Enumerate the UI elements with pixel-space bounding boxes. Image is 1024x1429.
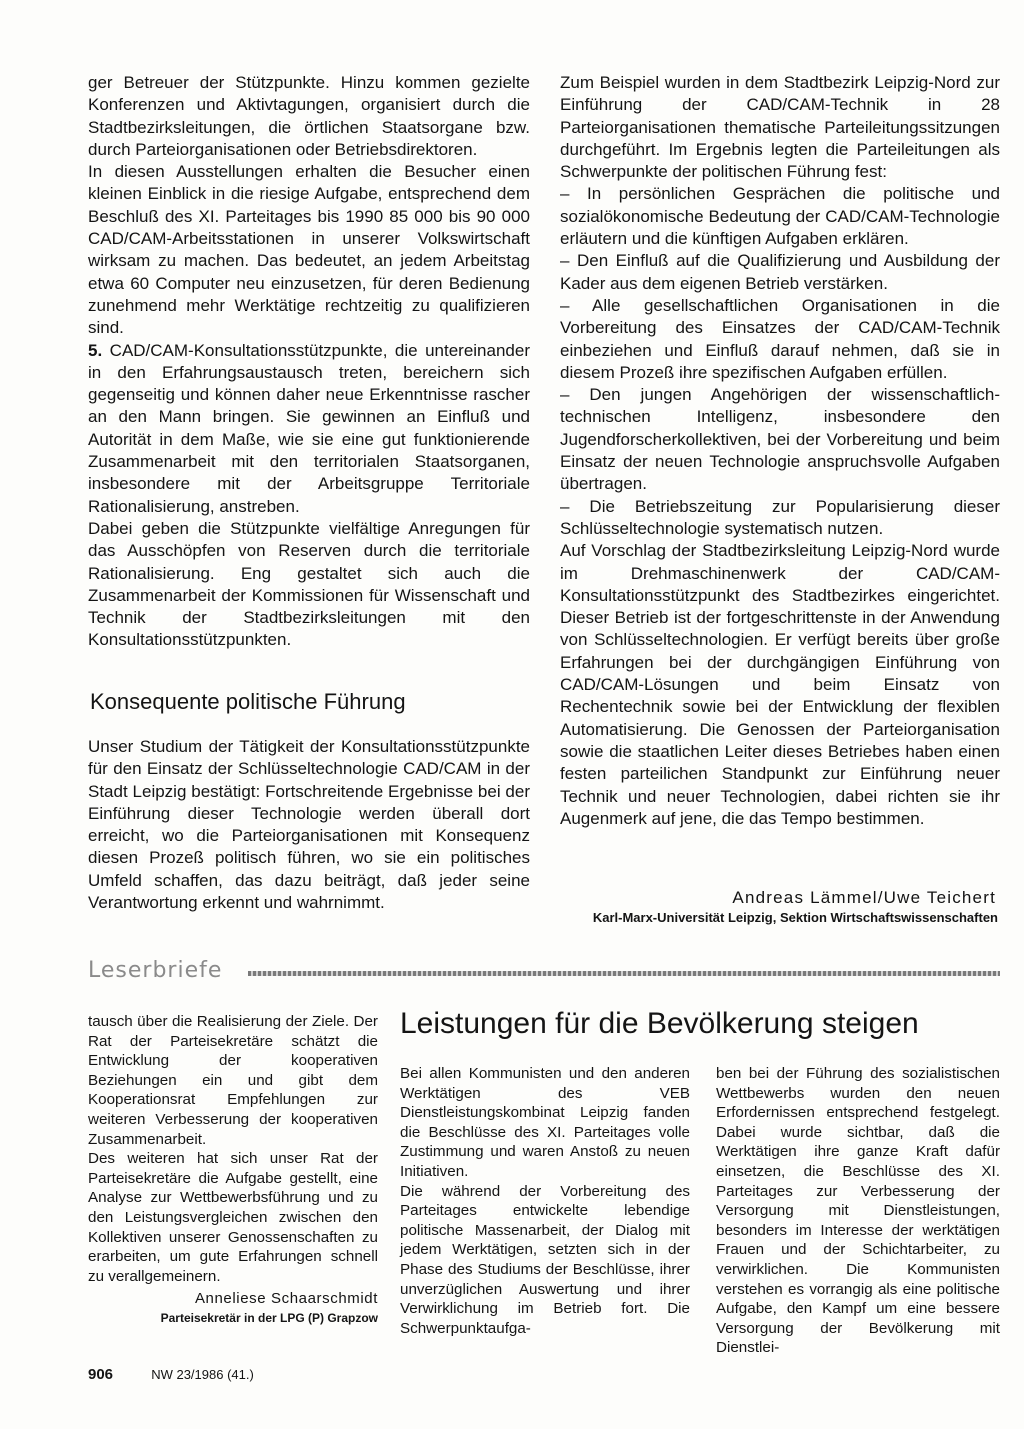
paragraph: tausch über die Realisierung der Ziele. Der Rat der Parteisekretäre schätzt die Entwicklung der kooperativen Beziehungen ein und gibt dem Kooperationsrat Empfehlungen zur weiteren Verbesserung der kooperativen Zusammenarbeit.: [88, 1013, 378, 1148]
list-item: – Den jungen Angehörigen der wissenschaftlich-technischen Intelligenz, insbesondere den Jugendforscherkollektiven, bei der Vorbereitung und beim Einsatz der neuen Technologie anspruchsvolle Aufgaben übertragen.: [560, 385, 1000, 494]
right-column: [560, 72, 1000, 830]
reader-letter: [88, 1012, 378, 1286]
point-text: CAD/CAM-Konsultationsstützpunkte, die untereinander in den Erfahrungsaustausch treten, bereichern sich gegenseitig und können daher neue Erkenntnisse rascher an den Mann bringen. Sie gewinnen an Einfluß und Autorität in dem Maße, wie sie eine gut funktionierende Zusammenarbeit mit den territorialen Staatsorganen, insbesondere mit der Arbeitsgruppe Territoriale Rationalisierung, anstreben.: [88, 340, 530, 516]
list-item: – Den Einfluß auf die Qualifizierung und Ausbildung der Kader aus dem eigenen Betrieb verstärken.: [560, 251, 1000, 293]
section-heading: Konsequente politische Führung: [90, 689, 406, 714]
paragraph: Dabei geben die Stützpunkte vielfältige Anregungen für das Ausschöpfen von Reserven durch die territoriale Rationalisierung. Eng gestaltet sich auch die Zusammenarbeit der Kommissionen für Wissenschaft und Technik der Stadtbezirksleitungen mit den Konsultationsstützpunkten.: [88, 518, 530, 650]
paragraph: Die während der Vorbereitung des Parteitages entwickelte lebendige politische Massenarbeit, der Dialog mit jedem Werktätigen, setzten sich in der Phase des Studiums der Beschlüsse, ihrer unverzüglichen Auswertung und ihrer Verwirklichung im Betrieb fort. Die Schwerpunktaufga-: [400, 1182, 690, 1337]
rubric-label: Leserbriefe: [88, 958, 223, 983]
point-number: 5.: [88, 340, 103, 360]
section-body: [88, 736, 530, 914]
letter-affiliation: Parteisekretär in der LPG (P) Grapzow: [160, 1311, 378, 1325]
author-affiliation: Karl-Marx-Universität Leipzig, Sektion Wirtschaftswissenschaften: [592, 910, 998, 925]
paragraph: ben bei der Führung des sozialistischen Wettbewerbs wurden den neuen Erfordernissen entsprechend festgelegt. Dabei wurde sichtbar, daß die Werktätigen ihre ganze Kraft dafür einsetzen, die Beschlüsse des XI. Parteitages zur Verbesserung der Versorgung mit Dienstleistungen, besonders im Interesse der werktätigen Frauen und der Schichtarbeiter, zu verwirklichen. Die Kommunisten verstehen es vorrangig als eine politische Aufgabe, den Kampf um eine bessere Versorgung der Bevölkerung mit Dienstlei-: [716, 1065, 1000, 1357]
paragraph: In diesen Ausstellungen erhalten die Besucher einen kleinen Einblick in die riesige Aufgabe, entsprechend dem Beschluß des XI. Parteitages bis 1990 85 000 bis 90 000 CAD/CAM-Arbeitsstationen in unserer Volkswirtschaft wirksam zu machen. Das bedeutet, an jedem Arbeitstag etwa 60 Computer neu einzusetzen, für deren Bedienung zunehmend mehr Werktätige rechtzeitig zu qualifizieren sind.: [88, 162, 530, 338]
article-column-1: [400, 1064, 690, 1338]
list-item: – In persönlichen Gesprächen die politische und sozialökonomische Bedeutung der CAD/CAM-Technologie erläutern und die künftigen Aufgaben erklären.: [560, 184, 1000, 249]
list-item: – Alle gesellschaftlichen Organisationen in die Vorbereitung des Einsatzes der CAD/CAM-Technik einbeziehen und Einfluß darauf nehmen, daß sie in diesem Prozeß ihre spezifischen Aufgaben erfüllen.: [560, 295, 1000, 382]
paragraph: Bei allen Kommunisten und den anderen Werktätigen des VEB Dienstleistungskombinat Leipzig fanden die Beschlüsse des XI. Parteitages volle Zustimmung und waren Anstoß zu neuen Initiativen.: [400, 1065, 690, 1180]
paragraph: Zum Beispiel wurden in dem Stadtbezirk Leipzig-Nord zur Einführung der CAD/CAM-Technik in 28 Parteiorganisationen thematische Parteileitungssitzungen durchgeführt. Im Ergebnis legten die Parteileitungen als Schwerpunkte der politischen Führung fest:: [560, 73, 1000, 182]
left-column: [88, 72, 530, 652]
rubric-divider: [248, 971, 1000, 976]
article-column-2: [716, 1064, 1000, 1358]
article-title: Leistungen für die Bevölkerung steigen: [400, 1007, 919, 1040]
paragraph: ger Betreuer der Stützpunkte. Hinzu kommen gezielte Konferenzen und Aktivtagungen, organisiert durch die Stadtbezirksleitungen, die örtlichen Staatsorgane bzw. durch Parteiorganisationen oder Betriebsdirektoren.: [88, 73, 530, 159]
page-number: 906: [88, 1366, 114, 1383]
author-signature: Andreas Lämmel/Uwe Teichert: [732, 888, 996, 907]
issue-reference: NW 23/1986 (41.): [151, 1367, 254, 1382]
rubric-bar: [88, 958, 1000, 988]
page-footer: [88, 1366, 254, 1383]
list-item: – Die Betriebszeitung zur Popularisierung dieser Schlüsseltechnologie systematisch nutzen.: [560, 496, 1000, 538]
paragraph: Des weiteren hat sich unser Rat der Parteisekretäre die Aufgabe gestellt, eine Analyse zur Wettbewerbsführung und zu den Leistungsvergleichen zwischen den Kollektiven unserer Genossenschaften zu erarbeiten, um gute Erfahrungen schnell zu verallgemeinern.: [88, 1150, 378, 1285]
letter-signature: Anneliese Schaarschmidt: [194, 1290, 378, 1307]
point-5-paragraph: [88, 340, 530, 518]
paragraph: Auf Vorschlag der Stadtbezirksleitung Leipzig-Nord wurde im Drehmaschinenwerk der CAD/CAM-Konsultationsstützpunkt des Stadtbezirkes eingerichtet. Dieser Betrieb ist der fortgeschrittenste in der Anwendung von Schlüsseltechnologien. Er verfügt bereits über große Erfahrungen bei der durchgängigen Einführung von CAD/CAM-Lösungen und beim Einsatz von Rechentechnik sowie bei der Entwicklung der flexiblen Automatisierung. Die Genossen der Parteiorganisation sowie die staatlichen Leiter dieses Betriebes haben einen festen parteilichen Standpunkt zur Einführung neuer Technik und neuer Technologien, dabei richten sie ihr Augenmerk auf jene, die das Tempo bestimmen.: [560, 541, 1000, 828]
paragraph: Unser Studium der Tätigkeit der Konsultationsstützpunkte für den Einsatz der Schlüsseltechnologie CAD/CAM in der Stadt Leipzig bestätigt: Fortschreitende Ergebnisse bei der Einführung dieser Technologie werden überall dort erreicht, wo die Parteiorganisationen mit Konsequenz diesen Prozeß politisch führen, wo sie ein politisches Umfeld schaffen, das dazu beiträgt, daß jeder seine Verantwortung erkennt und wahrnimmt.: [88, 737, 530, 913]
